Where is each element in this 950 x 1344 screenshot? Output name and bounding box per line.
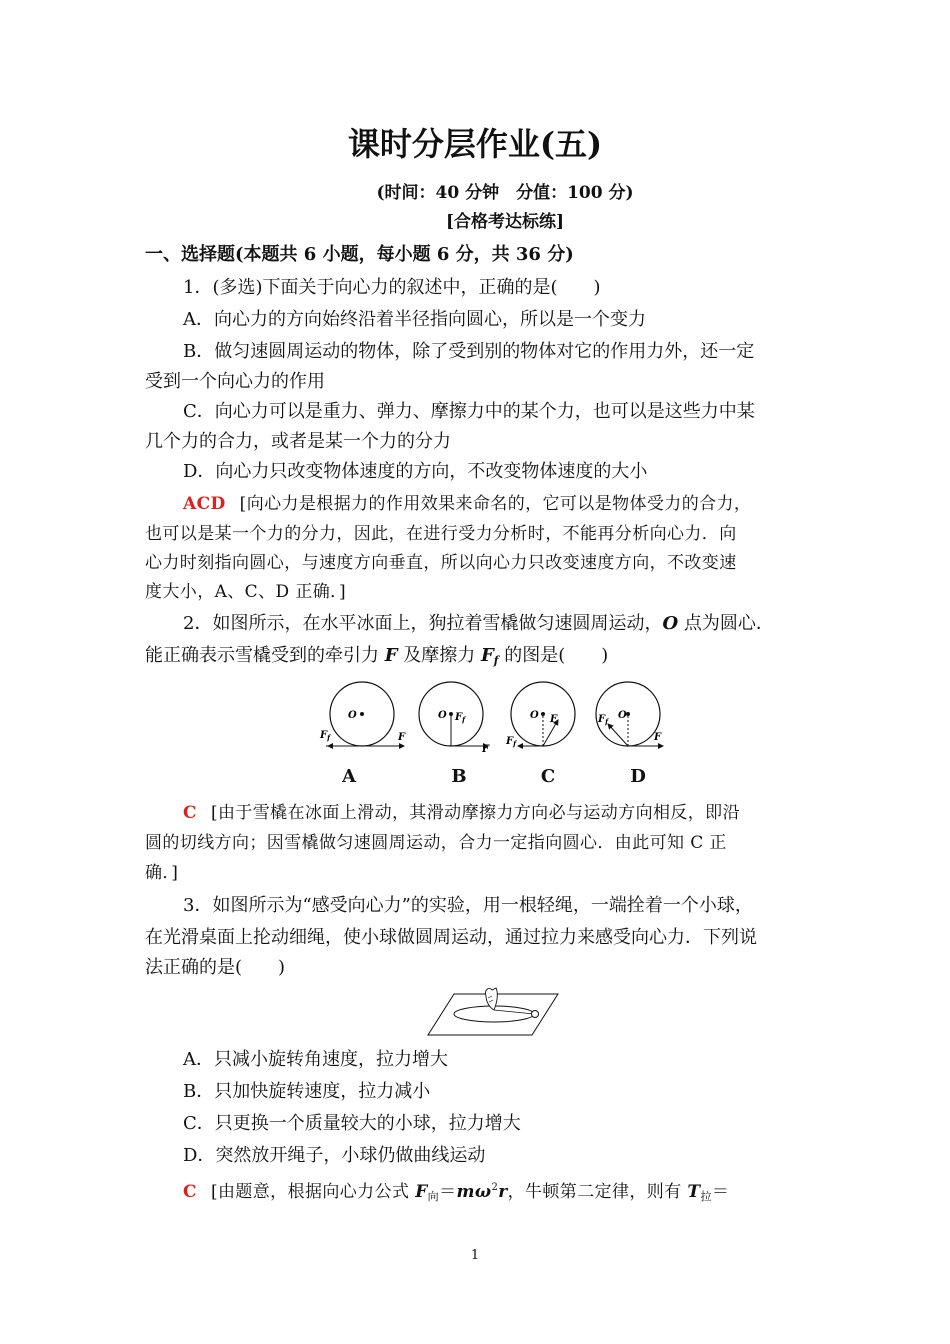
q3-stem-line1: 3．如图所示为“感受向心力”的实验，用一根轻绳，一端拴着一个小球，	[183, 895, 753, 916]
figure-label-d: D	[630, 766, 646, 787]
svg-text:O: O	[618, 710, 627, 721]
q3-option-b: B．只加快旋转速度，拉力减小	[183, 1081, 431, 1102]
q3-option-a: A．只减小旋转角速度，拉力增大	[183, 1049, 448, 1070]
figure-option-a	[319, 682, 406, 746]
q1-explanation-line2: 也可以是某一个力的分力，因此，在进行受力分析时，不能再分析向心力．向	[145, 524, 737, 544]
q1-option-d: D．向心力只改变物体速度的方向，不改变物体速度的大小	[183, 461, 648, 482]
time-score-meta: (时间：40 分钟 分值：100 分)	[376, 183, 634, 203]
q2-stem-line2: 能正确表示雪橇受到的牵引力 F 及摩擦力 $F_f$ 的图是( )	[145, 645, 609, 667]
q1-option-b-line2: 受到一个向心力的作用	[145, 371, 325, 392]
q1-option-a: A．向心力的方向始终沿着半径指向圆心，所以是一个变力	[183, 309, 646, 330]
q2-explanation-line1: C [由于雪橇在冰面上滑动，其滑动摩擦力方向必与运动方向相反，即沿	[183, 803, 740, 823]
page-number: 1	[470, 1248, 480, 1263]
q3-stem-line3: 法正确的是( )	[145, 957, 286, 978]
svg-text:F: F	[550, 714, 558, 725]
q2-stem-line1: 2．如图所示，在水平冰面上，狗拉着雪橇做匀速圆周运动，O 点为圆心．	[183, 613, 774, 634]
section-heading: [合格考达标练]	[445, 212, 565, 232]
q3-explanation-line1: C [由题意，根据向心力公式 $F_向=m\omega^2r$，牛顿第二定律，则有 $T_拉=$	[183, 1182, 730, 1203]
svg-text:Ff: $F_f$	[598, 714, 609, 726]
svg-text:F: F	[398, 732, 406, 743]
q1-explanation-line3: 心力时刻指向圆心，与速度方向垂直，所以向心力只改变速度方向，不改变速	[145, 553, 737, 573]
svg-text:F: F	[482, 744, 490, 755]
svg-text:F: F	[654, 732, 662, 743]
svg-text:O: O	[530, 710, 539, 721]
q3-answer: C	[183, 1182, 197, 1202]
svg-text:Ff: $F_f$	[455, 712, 466, 724]
q1-option-c-line2: 几个力的合力，或者是某一个力的分力	[145, 431, 451, 452]
q1-explanation-line1: ACD [向心力是根据力的作用效果来命名的，它可以是物体受力的合力，	[183, 494, 752, 514]
svg-text:O: O	[438, 710, 447, 721]
q2-explanation-line2: 圆的切线方向；因雪橇做匀速圆周运动，合力一定指向圆心．由此可知 C 正	[145, 833, 727, 853]
figure-label-b: B	[451, 766, 467, 787]
page-title: 课时分层作业(五)	[347, 125, 603, 163]
q1-answer: ACD	[183, 494, 226, 514]
q3-option-d: D．突然放开绳子，小球仍做曲线运动	[183, 1145, 486, 1166]
q1-option-b-line1: B．做匀速圆周运动的物体，除了受到别的物体对它的作用力外，还一定	[183, 341, 755, 362]
q3-figure	[426, 986, 560, 1038]
svg-text:Ff: $F_f$	[506, 736, 517, 748]
figure-option-b	[419, 682, 490, 755]
svg-text:Ff: $F_f$	[320, 730, 331, 742]
figure-option-c	[505, 682, 575, 748]
figure-label-a: A	[342, 766, 356, 787]
q3-stem-line2: 在光滑桌面上抡动细绳，使小球做圆周运动，通过拉力来感受向心力．下列说	[145, 927, 757, 948]
part-heading: 一、选择题(本题共 6 小题，每小题 6 分，共 36 分)	[145, 244, 574, 265]
q1-stem: 1．(多选)下面关于向心力的叙述中，正确的是( )	[183, 277, 601, 298]
figure-option-d	[596, 682, 663, 746]
svg-text:O: O	[348, 710, 357, 721]
q1-option-c-line1: C．向心力可以是重力、弹力、摩擦力中的某个力，也可以是这些力中某	[183, 401, 755, 422]
q2-explanation-line3: 确．]	[145, 863, 179, 883]
q2-figure	[318, 678, 670, 762]
q1-explanation-line4: 度大小，A、C、D 正确．]	[145, 582, 347, 602]
q2-answer: C	[183, 803, 197, 823]
q3-option-c: C．只更换一个质量较大的小球，拉力增大	[183, 1113, 521, 1134]
figure-label-c: C	[540, 766, 556, 787]
